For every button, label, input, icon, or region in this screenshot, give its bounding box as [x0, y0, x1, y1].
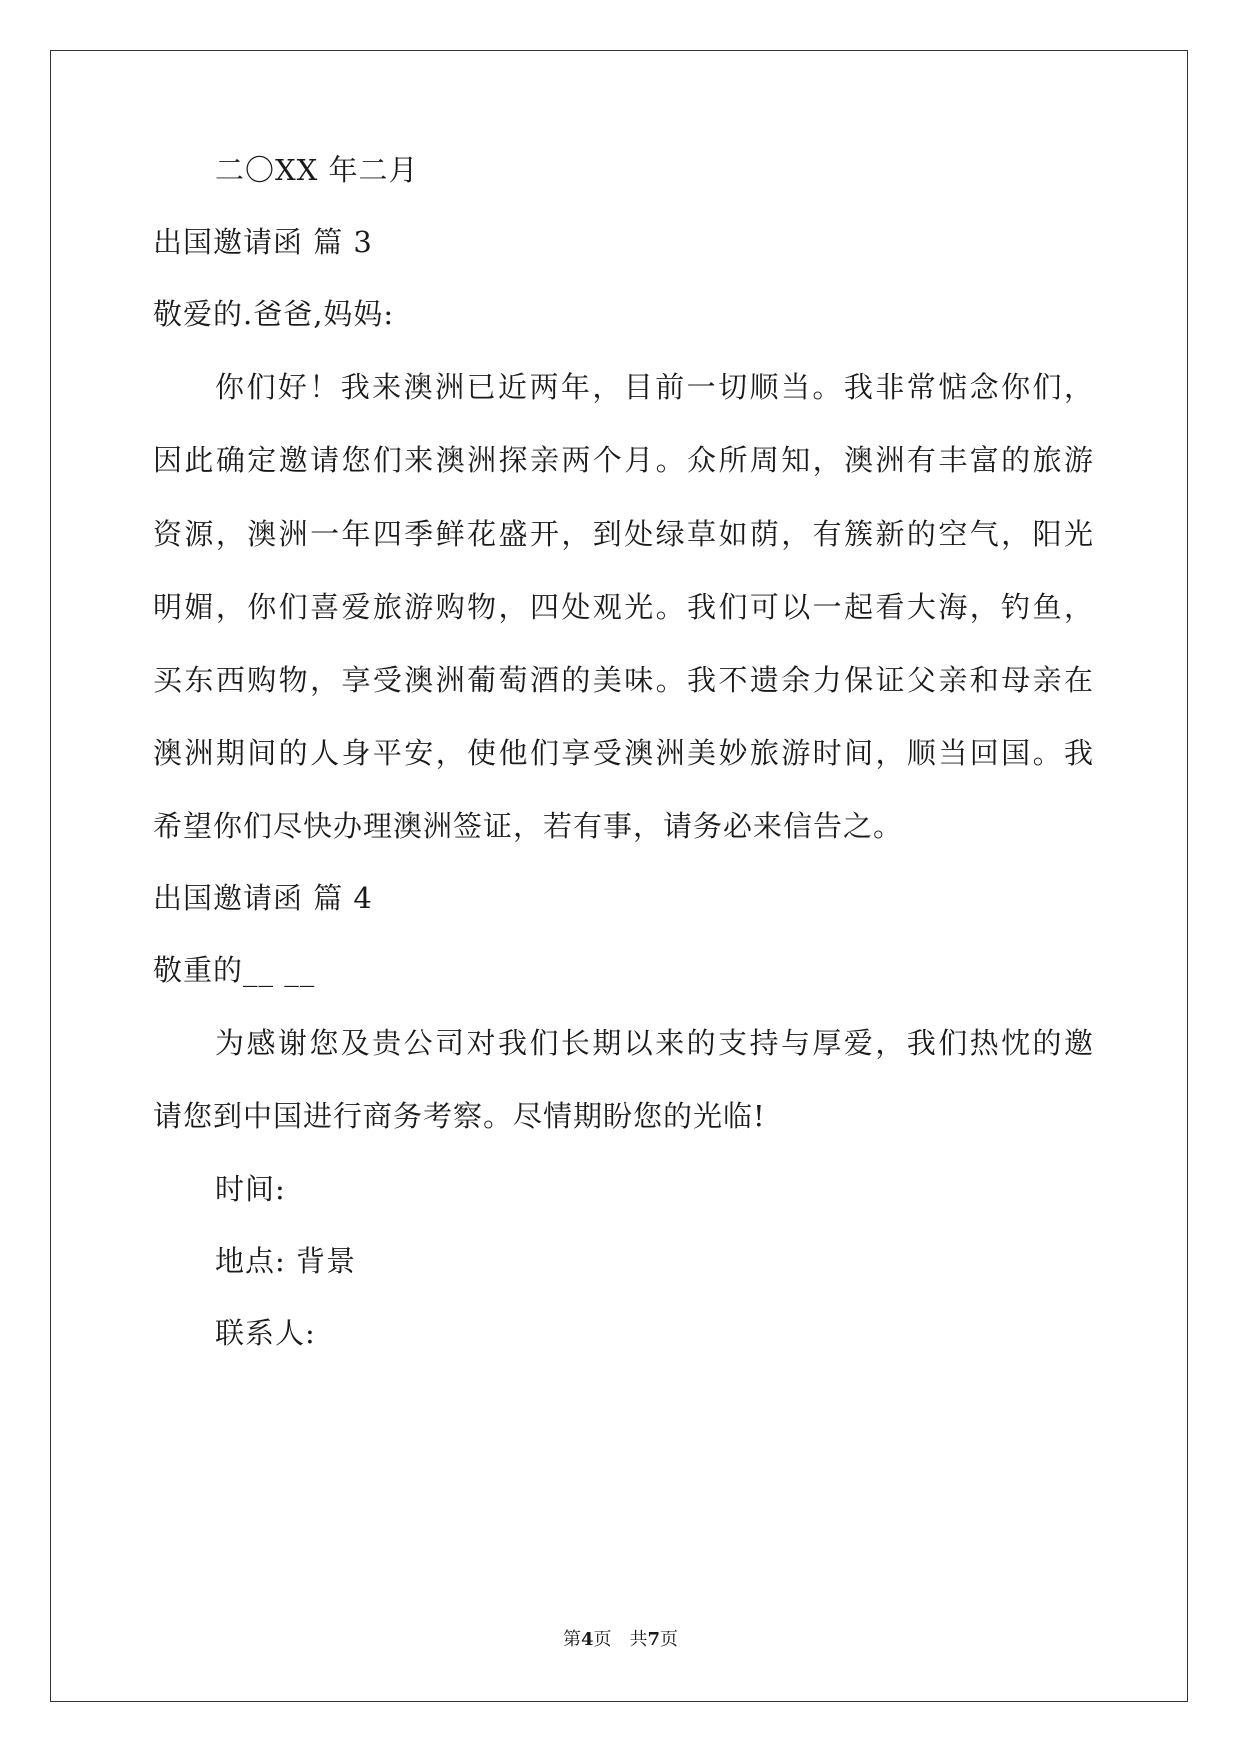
paragraph-line: 买东西购物，享受澳洲葡萄酒的美味。我不遗余力保证父亲和母亲在: [153, 663, 1093, 697]
paragraph-line: 澳洲期间的人身平安，使他们享受澳洲美妙旅游时间，顺当回国。我: [153, 736, 1093, 770]
page-unit: 页: [593, 1629, 612, 1650]
page-total: 7: [647, 1629, 661, 1650]
section-heading-3: 出国邀请函 篇 3: [153, 225, 373, 259]
date-line: 二〇XX 年二月: [215, 153, 419, 187]
paragraph-line: 希望你们尽快办理澳洲签证，若有事，请务必来信告之。: [153, 809, 904, 843]
total-unit: 页: [660, 1629, 679, 1650]
salutation-parents: 敬爱的.爸爸,妈妈:: [153, 297, 395, 331]
page-current: 4: [580, 1629, 594, 1650]
paragraph-line: 因此确定邀请您们来澳洲探亲两个月。众所周知，澳洲有丰富的旅游: [153, 443, 1093, 477]
time-field: 时间:: [215, 1172, 286, 1206]
paragraph-line: 为感谢您及贵公司对我们长期以来的支持与厚爱，我们热忱的邀: [215, 1026, 1093, 1060]
contact-field: 联系人:: [215, 1316, 316, 1350]
page-footer: [0, 1628, 1241, 1652]
paragraph-line: 资源，澳洲一年四季鲜花盛开，到处绿草如荫，有簇新的空气，阳光: [153, 517, 1093, 551]
section-heading-4: 出国邀请函 篇 4: [153, 881, 373, 915]
page-prefix: 第: [562, 1629, 581, 1650]
paragraph-line: 请您到中国进行商务考察。尽情期盼您的光临!: [153, 1099, 766, 1133]
paragraph-line: 明媚，你们喜爱旅游购物，四处观光。我们可以一起看大海，钓鱼，: [153, 590, 1093, 624]
location-field: 地点: 背景: [215, 1244, 356, 1278]
paragraph-line: 你们好！我来澳洲已近两年，目前一切顺当。我非常惦念你们，: [215, 370, 1093, 404]
total-prefix: 共: [629, 1629, 648, 1650]
salutation-recipient: 敬重的__ __: [153, 953, 316, 987]
